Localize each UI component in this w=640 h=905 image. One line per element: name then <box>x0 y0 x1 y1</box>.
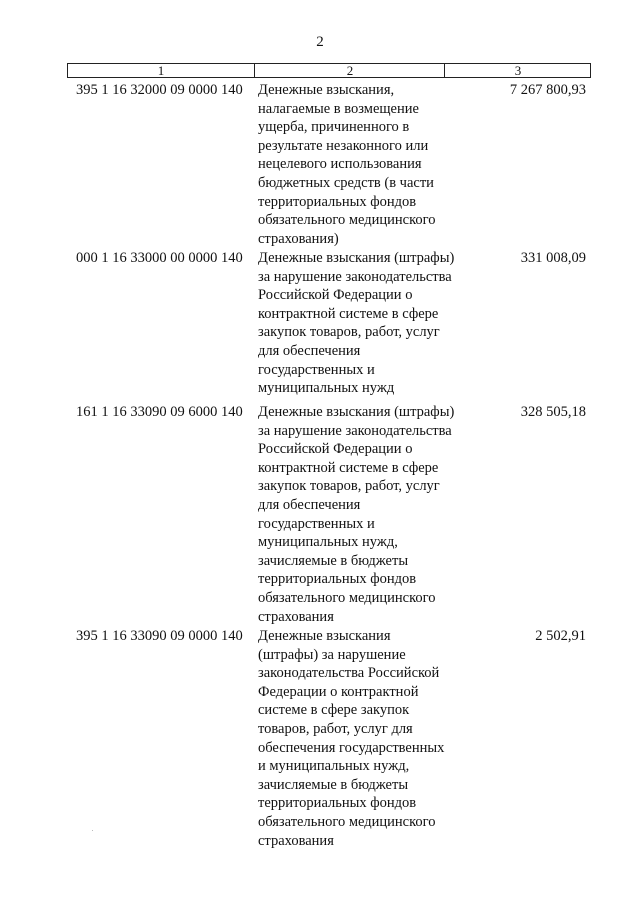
income-description: Денежные взыскания, налагаемые в возмещение ущерба, причиненного в результате незаконного или нецелевого использования бюджетных средств (в части территориальных фондов обязательного медицинского страхования) <box>258 82 436 247</box>
budget-code: 161 1 16 33090 09 6000 140 <box>76 404 243 420</box>
amount: 328 505,18 <box>520 404 586 420</box>
income-description: Денежные взыскания (штрафы) за нарушение законодательства Российской Федерации о контрактной системе в сфере закупок товаров, работ, услуг для обеспечения государственных и муниципальных нужд, зачисляемые в бюджеты территориальных фондов обязательного медицинского страхования <box>258 628 445 849</box>
amount: 7 267 800,93 <box>509 82 586 98</box>
income-description: Денежные взыскания (штрафы) за нарушение законодательства Российской Федерации о контрактной системе в сфере закупок товаров, работ, услуг для обеспечения государственных и муниципальных нужд <box>258 250 455 397</box>
budget-code: 395 1 16 32000 09 0000 140 <box>76 82 243 98</box>
budget-code: 395 1 16 33090 09 0000 140 <box>76 628 243 644</box>
page-number: 2 <box>316 34 324 50</box>
scan-speck <box>92 830 93 831</box>
amount: 2 502,91 <box>535 628 586 644</box>
column-header-2: 2 <box>254 64 445 77</box>
column-header-1: 1 <box>157 63 165 78</box>
income-description: Денежные взыскания (штрафы) за нарушение законодательства Российской Федерации о контрактной системе в сфере закупок товаров, работ, услуг для обеспечения государственных и муниципальных нужд, зачисляемые в бюджеты территориальных фондов обязательного медицинского страхования <box>258 404 455 625</box>
table-header <box>67 63 591 78</box>
amount: 331 008,09 <box>520 250 586 266</box>
column-header-3: 3 <box>444 64 591 77</box>
budget-code: 000 1 16 33000 00 0000 140 <box>76 250 243 266</box>
